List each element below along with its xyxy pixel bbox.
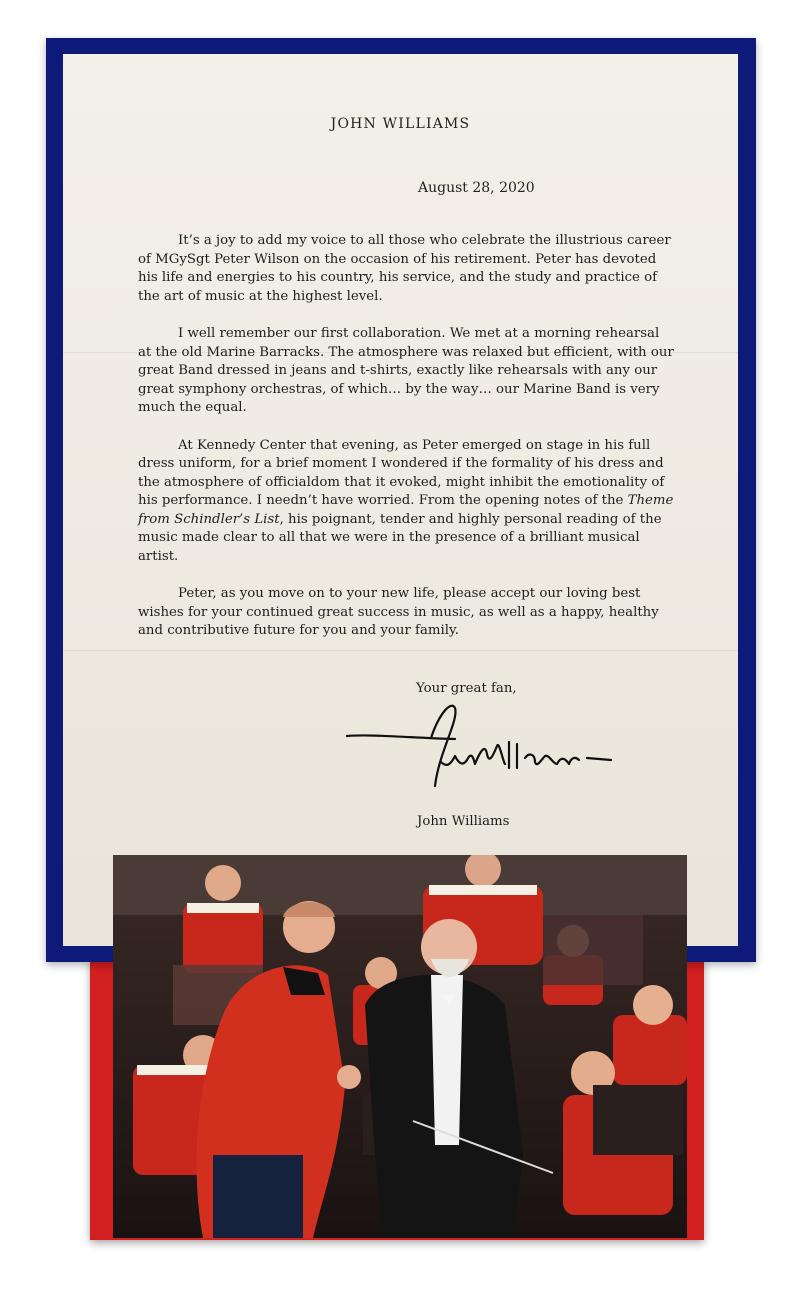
closing-line: Your great fan, [416, 681, 517, 696]
paragraph: I well remember our first collaboration. We met at a morning rehearsal at the old Marine Barracks. The atmosphere was relaxed but efficient, with our great Band dressed in jeans and t-shirts, exactly like rehearsals with any our great symphony orchestras, of which… by the way… our Marine Band is very much the equal. [138, 326, 674, 415]
letter-date: August 28, 2020 [418, 180, 535, 196]
paragraph-text: , his poignant, tender and highly personal reading of the music made clear to all that we were in the presence of a brilliant musical artist. [138, 511, 662, 564]
paragraph: Peter, as you move on to your new life, please accept our loving best wishes for your continued great success in music, as well as a happy, healthy and contributive future for you and your family. [138, 586, 659, 638]
handwritten-signature [343, 694, 613, 804]
concert-photo [113, 855, 687, 1238]
paragraph-text: At Kennedy Center that evening, as Peter emerged on stage in his full dress uniform, for a brief moment I wondered if the formality of his dress and the atmosphere of officialdom that it evoked, might inhibit the emotionality of his performance. I needn’t have worried. From the opening notes of the [138, 437, 665, 508]
letter-body [138, 232, 674, 660]
paragraph [138, 437, 674, 567]
photo-icon [113, 855, 687, 1238]
letterhead: JOHN WILLIAMS [330, 116, 471, 132]
paragraph: It’s a joy to add my voice to all those who celebrate the illustrious career of MGySgt Peter Wilson on the occasion of his retirement. Peter has devoted his life and energies to his country, his service, and the study and practice of the art of music at the highest level. [138, 233, 671, 304]
italic-title: Theme from Schindler’s List [138, 493, 674, 527]
letter-paper [63, 54, 738, 946]
signed-name: John Williams [417, 814, 510, 829]
handshake [337, 1065, 361, 1089]
